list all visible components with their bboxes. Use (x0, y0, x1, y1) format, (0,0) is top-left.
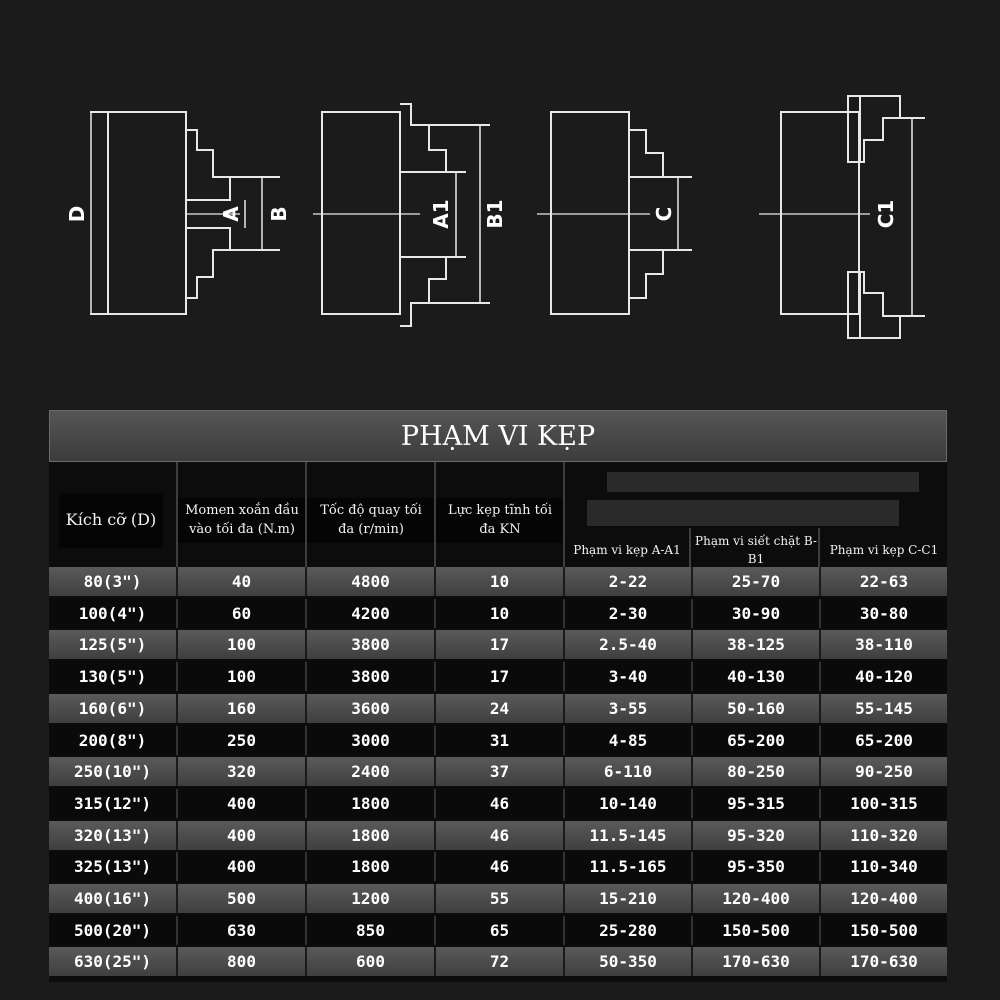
cell-range-b: 40-130 (693, 662, 821, 691)
cell-torque: 250 (178, 726, 307, 755)
cell-force: 65 (436, 916, 565, 945)
cell-range-c: 22-63 (859, 572, 909, 591)
cell-torque: 40 (178, 567, 307, 596)
cell-size: 80(3") (49, 567, 178, 596)
cell-size: 400(16") (49, 884, 178, 913)
cell-torque: 400 (178, 789, 307, 818)
cell-range-c: 38-110 (855, 635, 913, 655)
cell-torque: 100 (178, 662, 307, 691)
cell-speed: 4200 (307, 599, 436, 628)
table-row (49, 884, 947, 913)
cell-torque: 100 (178, 630, 307, 659)
label-b1: B1 (483, 199, 507, 229)
cell-range-b: 170-630 (693, 947, 821, 976)
cell-range-a: 2.5-40 (565, 630, 693, 659)
table-row (49, 662, 947, 691)
cell-torque: 630 (178, 916, 307, 945)
table-row (49, 852, 947, 881)
cell-speed: 3000 (307, 726, 436, 755)
cell-range-c: 170-630 (850, 952, 918, 972)
cell-size: 630(25") (49, 947, 178, 976)
cell-range-c: 30-80 (859, 603, 909, 623)
cell-size: 500(20") (49, 916, 178, 945)
cell-speed: 850 (307, 916, 436, 945)
cell-speed: 1800 (307, 821, 436, 850)
table-row (49, 821, 947, 850)
cell-size: 320(13") (49, 821, 178, 850)
cell-range-b: 50-160 (693, 694, 821, 723)
cell-range-b: 95-320 (693, 821, 821, 850)
label-b: B (267, 206, 291, 222)
header-size (49, 462, 178, 579)
cell-speed: 1800 (307, 852, 436, 881)
cell-range-c: 150-500 (850, 920, 918, 940)
cell-range-b: 30-90 (693, 599, 821, 628)
cell-size: 125(5") (49, 630, 178, 659)
cell-size: 250(10") (49, 757, 178, 786)
cell-size: 160(6") (49, 694, 178, 723)
cell-range-b: 38-125 (693, 630, 821, 659)
table-row (49, 789, 947, 818)
cell-size: 100(4") (49, 599, 178, 628)
cell-torque: 800 (178, 947, 307, 976)
cell-size: 325(13") (49, 852, 178, 881)
cell-range-c: 90-250 (855, 762, 913, 782)
cell-speed: 600 (307, 947, 436, 976)
cell-range-a: 25-280 (565, 916, 693, 945)
cell-range-c: 40-120 (855, 667, 913, 687)
cell-range-a: 3-55 (565, 694, 693, 723)
merged-header-bar (607, 472, 919, 492)
clamping-range-table (49, 410, 947, 982)
cell-speed: 2400 (307, 757, 436, 786)
cell-size: 315(12") (49, 789, 178, 818)
cell-range-c: 110-340 (850, 857, 918, 877)
cell-range-a: 4-85 (565, 726, 693, 755)
header-range-a: Phạm vi kẹp A-A1 (573, 543, 681, 557)
cell-range-b: 95-315 (693, 789, 821, 818)
cell-range-b: 25-70 (693, 567, 821, 596)
cell-range-a: 11.5-165 (565, 852, 693, 881)
cell-force: 10 (436, 599, 565, 628)
header-speed-label: Tốc độ quay tối đa (r/min) (307, 498, 435, 542)
cell-force: 55 (436, 884, 565, 913)
cell-range-a: 15-210 (565, 884, 693, 913)
label-c: C (652, 206, 676, 222)
figure-inner-jaws (313, 104, 490, 326)
chuck-diagram (0, 0, 1000, 400)
cell-range-c: 100-315 (850, 793, 918, 813)
table-row (49, 726, 947, 755)
cell-force: 37 (436, 757, 565, 786)
table-row (49, 947, 947, 976)
cell-force: 24 (436, 694, 565, 723)
header-range-b: Phạm vi siết chặt B-B1 (695, 534, 817, 566)
label-d: D (65, 205, 89, 223)
header-force-label: Lực kẹp tĩnh tối đa KN (436, 498, 564, 542)
cell-torque: 500 (178, 884, 307, 913)
label-a: A (219, 206, 243, 222)
label-c1: C1 (874, 199, 898, 229)
cell-force: 46 (436, 852, 565, 881)
cell-force: 10 (436, 567, 565, 596)
figure-clamp-c1 (759, 96, 925, 338)
label-a1: A1 (429, 199, 453, 229)
header-range-c: Phạm vi kẹp C-C1 (829, 543, 939, 557)
table-row (49, 567, 947, 596)
header-size-label: Kích cỡ (D) (59, 493, 163, 547)
cell-torque: 320 (178, 757, 307, 786)
cell-speed: 3800 (307, 630, 436, 659)
cell-force: 31 (436, 726, 565, 755)
table-row (49, 757, 947, 786)
cell-range-a: 50-350 (565, 947, 693, 976)
cell-range-c: 110-320 (850, 825, 918, 845)
cell-range-a: 6-110 (565, 757, 693, 786)
cell-range-c: 65-200 (855, 730, 913, 750)
cell-range-b: 150-500 (693, 916, 821, 945)
cell-force: 17 (436, 630, 565, 659)
cell-force: 46 (436, 821, 565, 850)
header-force (436, 462, 564, 579)
cell-range-b: 65-200 (693, 726, 821, 755)
cell-torque: 60 (178, 599, 307, 628)
cell-range-c: 55-145 (855, 698, 913, 718)
figure-outer-jaws (90, 112, 280, 314)
cell-size: 200(8") (49, 726, 178, 755)
table-title: PHẠM VI KẸP (49, 410, 947, 462)
cell-speed: 3800 (307, 662, 436, 691)
cell-range-a: 3-40 (565, 662, 693, 691)
cell-range-a: 2-22 (565, 567, 693, 596)
cell-force: 17 (436, 662, 565, 691)
cell-force: 46 (436, 789, 565, 818)
cell-size: 130(5") (49, 662, 178, 691)
table-row (49, 694, 947, 723)
cell-speed: 4800 (307, 567, 436, 596)
merged-header-bar-2 (587, 500, 899, 526)
cell-speed: 3600 (307, 694, 436, 723)
header-torque-label: Momen xoắn đầu vào tối đa (N.m) (178, 498, 306, 542)
cell-speed: 1200 (307, 884, 436, 913)
cell-torque: 400 (178, 821, 307, 850)
table-row (49, 599, 947, 628)
cell-range-b: 95-350 (693, 852, 821, 881)
cell-range-b: 80-250 (693, 757, 821, 786)
cell-range-b: 120-400 (693, 884, 821, 913)
header-torque (178, 462, 306, 579)
cell-range-a: 10-140 (565, 789, 693, 818)
table-row (49, 630, 947, 659)
table-row (49, 916, 947, 945)
cell-speed: 1800 (307, 789, 436, 818)
cell-torque: 400 (178, 852, 307, 881)
cell-range-a: 11.5-145 (565, 821, 693, 850)
cell-range-a: 2-30 (565, 599, 693, 628)
cell-range-c: 120-400 (850, 889, 918, 908)
header-speed (307, 462, 435, 579)
cell-torque: 160 (178, 694, 307, 723)
cell-force: 72 (436, 947, 565, 976)
